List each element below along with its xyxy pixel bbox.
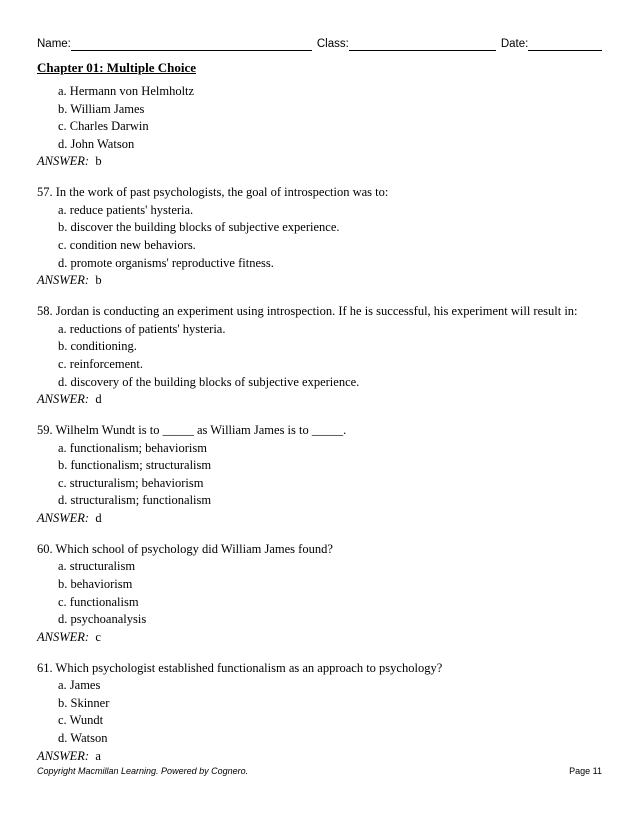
question-list	[37, 83, 607, 779]
question-block	[37, 541, 607, 647]
answer-label: ANSWER:	[37, 748, 90, 763]
answer-option: c. reinforcement.	[58, 356, 144, 371]
answer-value: b	[95, 273, 102, 288]
question-stem: 61. Which psychologist established functionalism as an approach to psychology?	[37, 660, 443, 675]
answer-value: d	[95, 510, 102, 525]
answer-option: b. discover the building blocks of subjective experience.	[58, 220, 340, 235]
answer-line	[37, 153, 607, 171]
answer-option: d. Watson	[58, 731, 108, 746]
answer-value: d	[95, 392, 102, 407]
question-block	[37, 422, 607, 528]
answer-option: a. reduce patients' hysteria.	[58, 202, 194, 217]
question-stem: 58. Jordan is conducting an experiment using introspection. If he is successful, his experiment will result in:	[37, 304, 578, 319]
answer-line	[37, 391, 607, 409]
page-number: Page 11	[569, 766, 602, 776]
copyright-text: Copyright Macmillan Learning. Powered by Cognero.	[37, 766, 249, 776]
answer-option: d. promote organisms' reproductive fitness.	[58, 255, 274, 270]
answer-value: c	[95, 629, 101, 644]
answer-value: a	[95, 748, 101, 763]
answer-option: c. Charles Darwin	[58, 119, 149, 134]
answer-value: b	[95, 154, 102, 169]
answer-option: a. James	[58, 678, 101, 693]
answer-option: b. Skinner	[58, 695, 110, 710]
answer-option: c. condition new behaviors.	[58, 238, 196, 253]
answer-label: ANSWER:	[37, 273, 90, 288]
question-block	[37, 660, 607, 766]
answer-option: b. functionalism; structuralism	[58, 458, 212, 473]
answer-option: c. Wundt	[58, 713, 104, 728]
answer-option: c. structuralism; behaviorism	[58, 475, 204, 490]
answer-option: d. John Watson	[58, 136, 135, 151]
answer-option: b. William James	[58, 101, 145, 116]
answer-option: a. Hermann von Helmholtz	[58, 84, 195, 98]
name-label: Name:	[37, 38, 71, 50]
answer-line	[37, 629, 607, 647]
question-block	[37, 303, 607, 409]
answer-option: a. structuralism	[58, 559, 136, 574]
answer-line	[37, 748, 607, 766]
date-label: Date:	[500, 38, 529, 50]
question-block	[37, 83, 607, 171]
answer-label: ANSWER:	[37, 154, 90, 169]
question-stem: 60. Which school of psychology did William James found?	[37, 541, 333, 556]
answer-option: d. structuralism; functionalism	[58, 493, 212, 508]
page-footer	[37, 766, 602, 776]
answer-option: b. behaviorism	[58, 577, 133, 592]
chapter-title: Chapter 01: Multiple Choice	[37, 60, 196, 75]
question-block	[37, 184, 607, 290]
answer-option: a. reductions of patients' hysteria.	[58, 321, 226, 336]
answer-label: ANSWER:	[37, 392, 90, 407]
class-blank	[349, 38, 496, 51]
answer-option: a. functionalism; behaviorism	[58, 440, 207, 455]
answer-option: d. psychoanalysis	[58, 612, 147, 627]
name-blank	[71, 38, 312, 51]
answer-option: c. functionalism	[58, 594, 139, 609]
date-blank	[528, 38, 602, 51]
student-info-header	[37, 37, 602, 51]
class-label: Class:	[316, 38, 349, 50]
answer-label: ANSWER:	[37, 629, 90, 644]
answer-line	[37, 510, 607, 528]
answer-option: b. conditioning.	[58, 339, 137, 354]
answer-label: ANSWER:	[37, 510, 90, 525]
question-stem: 59. Wilhelm Wundt is to _____ as William James is to _____.	[37, 422, 347, 437]
answer-option: d. discovery of the building blocks of subjective experience.	[58, 374, 360, 389]
answer-line	[37, 272, 607, 290]
question-stem: 57. In the work of past psychologists, the goal of introspection was to:	[37, 185, 389, 200]
